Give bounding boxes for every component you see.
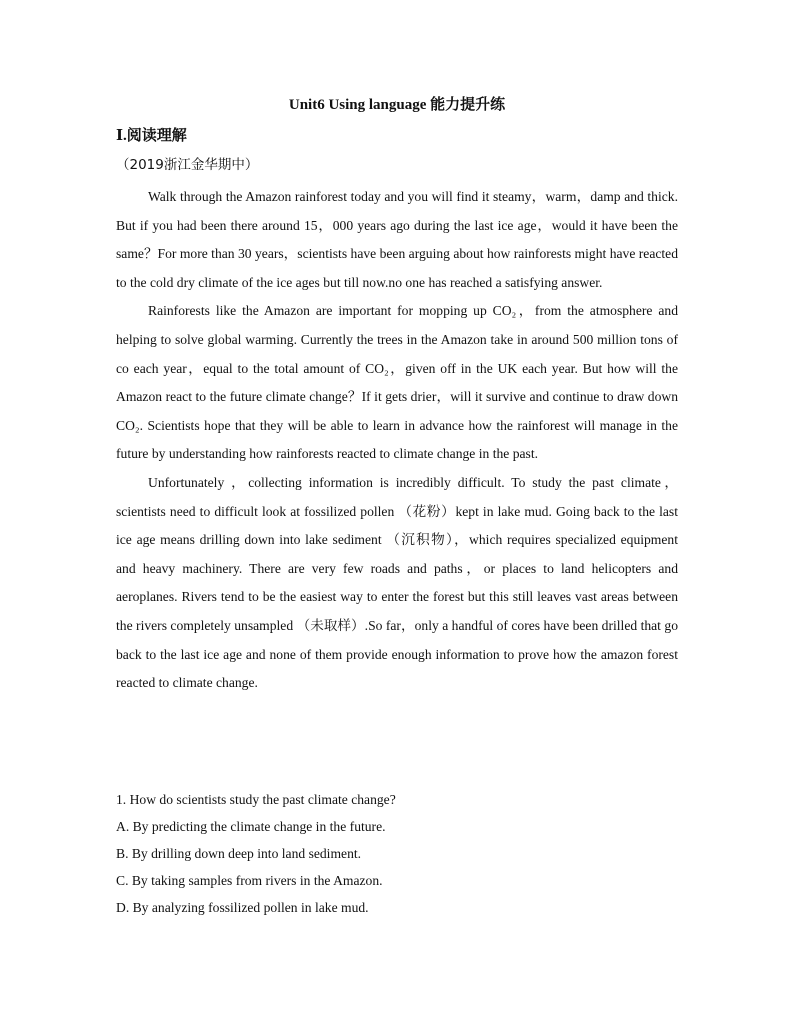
option-d: D. By analyzing fossilized pollen in lake mud. (116, 900, 369, 915)
option-b: B. By drilling down deep into land sediment. (116, 846, 362, 861)
option-c: C. By taking samples from rivers in the Amazon. (116, 873, 383, 888)
passage-paragraph-3: Unfortunately ，collecting information is incredibly difficult. To study the past climate，scientists need to difficult look at fossilized pollen （花粉）kept in lake mud. Going back to the last ice age means drilling down into lake sediment （沉积物），which requires specialized equipment and heavy machinery. There are very few roads and paths，or places to land helicopters and aeroplanes. Rivers tend to be the easiest way to enter the forest but this still leaves vast areas between the rivers completely unsampled （未取样）.So far，only a handful of cores have been drilled that go back to the last ice age and none of them provide enough information to prove how the amazon forest reacted to climate change. (116, 474, 678, 691)
question-1 (116, 786, 678, 921)
passage-paragraph-1: Walk through the Amazon rainforest today and you will find it steamy，warm，damp and thick. But if you had been there around 15，000 years ago during the last ice age，would it have been the same？For more than 30 years，scientists have been arguing about how rainforests might have reacted to the cold dry climate of the ice ages but till now.no one has reached a satisfying answer. (116, 189, 678, 290)
source-note: （2019浙江金华期中） (116, 157, 259, 173)
reading-passage (116, 183, 678, 698)
section-heading: Ⅰ.阅读理解 (116, 128, 187, 144)
question-stem: 1. How do scientists study the past climate change? (116, 792, 396, 807)
option-a: A. By predicting the climate change in the future. (116, 819, 386, 834)
page-title: Unit6 Using language 能力提升练 (288, 97, 506, 113)
passage-paragraph-2: Rainforests like the Amazon are important for mopping up CO₂，from the atmosphere and helping to solve global warming. Currently the trees in the Amazon take in around 500 million tons of co each year，equal to the total amount of CO₂，given off in the UK each year. But how will the Amazon react to the future climate change？If it gets drier，will it survive and continue to draw down CO₂. Scientists hope that they will be able to learn in advance how the rainforest will manage in the future by understanding how rainforests reacted to climate change in the past. (116, 303, 678, 462)
